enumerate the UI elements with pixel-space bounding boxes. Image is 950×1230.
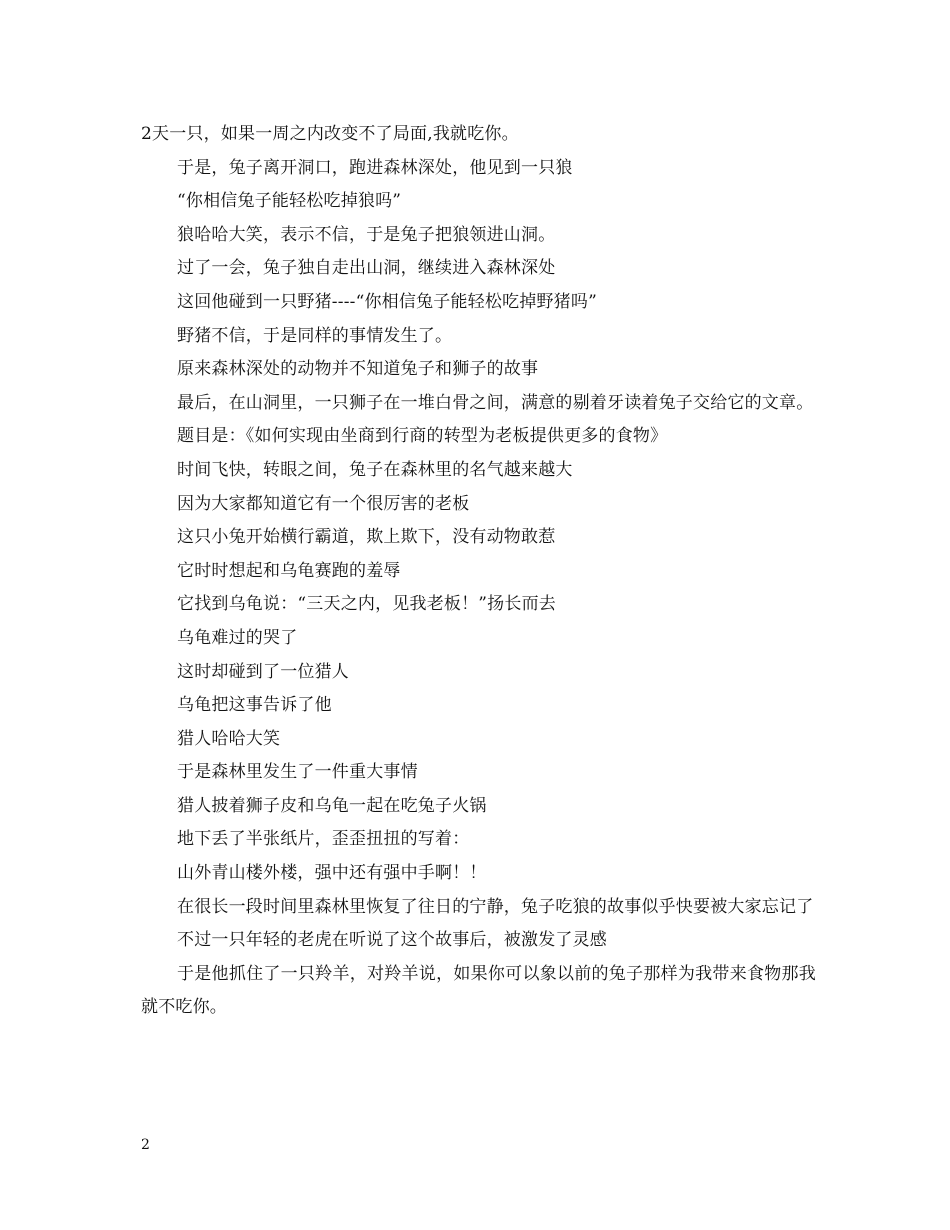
- paragraph: 野猪不信，于是同样的事情发生了。: [177, 325, 453, 346]
- paragraph: 猎人披着狮子皮和乌龟一起在吃兔子火锅: [177, 795, 487, 816]
- paragraph: 于是他抓住了一只羚羊，对羚羊说，如果你可以象以前的兔子那样为我带来食物那我就不吃你。: [141, 963, 816, 1018]
- paragraph: 于是，兔子离开洞口，跑进森林深处，他见到一只狼: [177, 157, 573, 178]
- paragraph: 这时却碰到了一位猎人: [177, 661, 349, 682]
- paragraph: 乌龟把这事告诉了他: [177, 695, 332, 716]
- paragraph: 不过一只年轻的老虎在听说了这个故事后，被激发了灵感: [177, 930, 607, 951]
- paragraph: 时间飞快，转眼之间，兔子在森林里的名气越来越大: [177, 459, 573, 480]
- paragraph: 它找到乌龟说：“三天之内，见我老板！”扬长而去: [177, 594, 556, 615]
- paragraph: 于是森林里发生了一件重大事情: [177, 762, 418, 783]
- paragraph: 原来森林深处的动物并不知道兔子和狮子的故事: [177, 359, 539, 380]
- paragraph: 因为大家都知道它有一个很厉害的老板: [177, 493, 470, 514]
- paragraph: 在很长一段时间里森林里恢复了往日的宁静，兔子吃狼的故事似乎快要被大家忘记了: [177, 896, 814, 917]
- paragraph: 题目是：《如何实现由坐商到行商的转型为老板提供更多的食物》: [177, 426, 668, 447]
- page-number: 2: [141, 1137, 150, 1153]
- paragraph: 乌龟难过的哭了: [177, 627, 298, 648]
- paragraph: “你相信兔子能轻松吃掉狼吗”: [177, 191, 402, 212]
- paragraph: 最后，在山洞里，一只狮子在一堆白骨之间，满意的剔着牙读着兔子交给它的文章。: [177, 392, 814, 413]
- body-text: [141, 118, 816, 1025]
- paragraph: 它时时想起和乌龟赛跑的羞辱: [177, 560, 401, 581]
- paragraph: 这回他碰到一只野猪----“你相信兔子能轻松吃掉野猪吗”: [177, 291, 597, 312]
- paragraph: 猎人哈哈大笑: [177, 728, 281, 749]
- paragraph: 过了一会，兔子独自走出山洞，继续进入森林深处: [177, 258, 556, 279]
- paragraph: 地下丢了半张纸片，歪歪扭扭的写着：: [177, 829, 470, 850]
- paragraph: 2天一只，如果一周之内改变不了局面,我就吃你。: [141, 124, 519, 144]
- paragraph: 这只小兔开始横行霸道，欺上欺下，没有动物敢惹: [177, 527, 556, 548]
- paragraph: 狼哈哈大笑，表示不信，于是兔子把狼领进山洞。: [177, 224, 556, 245]
- paragraph: 山外青山楼外楼，强中还有强中手啊！！: [177, 863, 487, 884]
